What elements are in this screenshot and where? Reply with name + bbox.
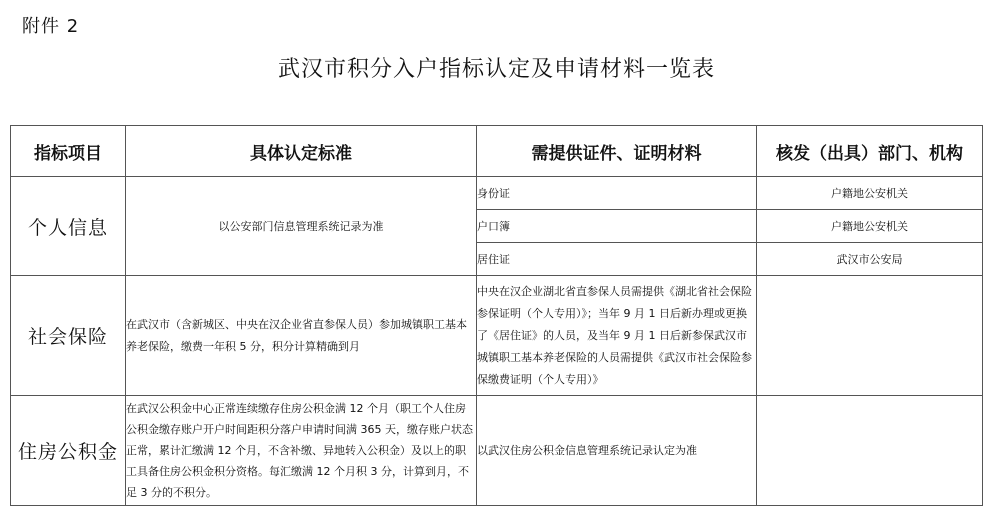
standard-social-insurance: 在武汉市（含新城区、中央在汉企业省直参保人员）参加城镇职工基本养老保险，缴费一年积 5 分，积分计算精确到月: [126, 276, 477, 396]
issuer-housing-fund: [757, 396, 983, 506]
document-title: 武汉市积分入户指标认定及申请材料一览表: [277, 57, 715, 82]
table-row: [11, 396, 983, 506]
issuer-social-insurance: [757, 276, 983, 396]
document-residence-permit: 居住证: [477, 243, 757, 276]
attachment-label: 附件 2: [22, 16, 80, 37]
document-social-insurance: 中央在汉企业湖北省直参保人员需提供《湖北省社会保险参保证明（个人专用）》；当年 9 月 1 日后新办理或更换了《居住证》的人员，及当年 9 月 1 日后新参保武汉市城镇职工基本养老保险的人员需提供《武汉市社会保险参保缴费证明（个人专用）》: [477, 276, 757, 396]
document-id-card: 身份证: [477, 177, 757, 210]
item-housing-fund: 住房公积金: [11, 396, 126, 506]
table-row: [11, 177, 983, 210]
document-household-register: 户口簿: [477, 210, 757, 243]
standard-personal-info: 以公安部门信息管理系统记录为准: [126, 177, 477, 276]
item-social-insurance: 社会保险: [11, 276, 126, 396]
document-housing-fund: 以武汉住房公积金信息管理系统记录认定为准: [477, 396, 757, 506]
table-row: [11, 276, 983, 396]
item-personal-info: 个人信息: [11, 177, 126, 276]
issuer-id-card: 户籍地公安机关: [757, 177, 983, 210]
column-header-item: 指标项目: [11, 126, 126, 177]
table-header-row: [11, 126, 983, 177]
column-header-issuer: 核发（出具）部门、机构: [757, 126, 983, 177]
column-header-standard: 具体认定标准: [126, 126, 477, 177]
indicator-table: [10, 125, 983, 506]
column-header-documents: 需提供证件、证明材料: [477, 126, 757, 177]
standard-housing-fund: 在武汉公积金中心正常连续缴存住房公积金满 12 个月（职工个人住房公积金缴存账户开户时间距积分落户申请时间满 365 天，缴存账户状态正常，累计汇缴满 12 个月，不含补缴、异地转入公积金）及以上的职工具备住房公积金积分资格。每汇缴满 12 个月积 3 分，计算到月，不足 3 分的不积分。: [126, 396, 477, 506]
issuer-residence-permit: 武汉市公安局: [757, 243, 983, 276]
issuer-household-register: 户籍地公安机关: [757, 210, 983, 243]
